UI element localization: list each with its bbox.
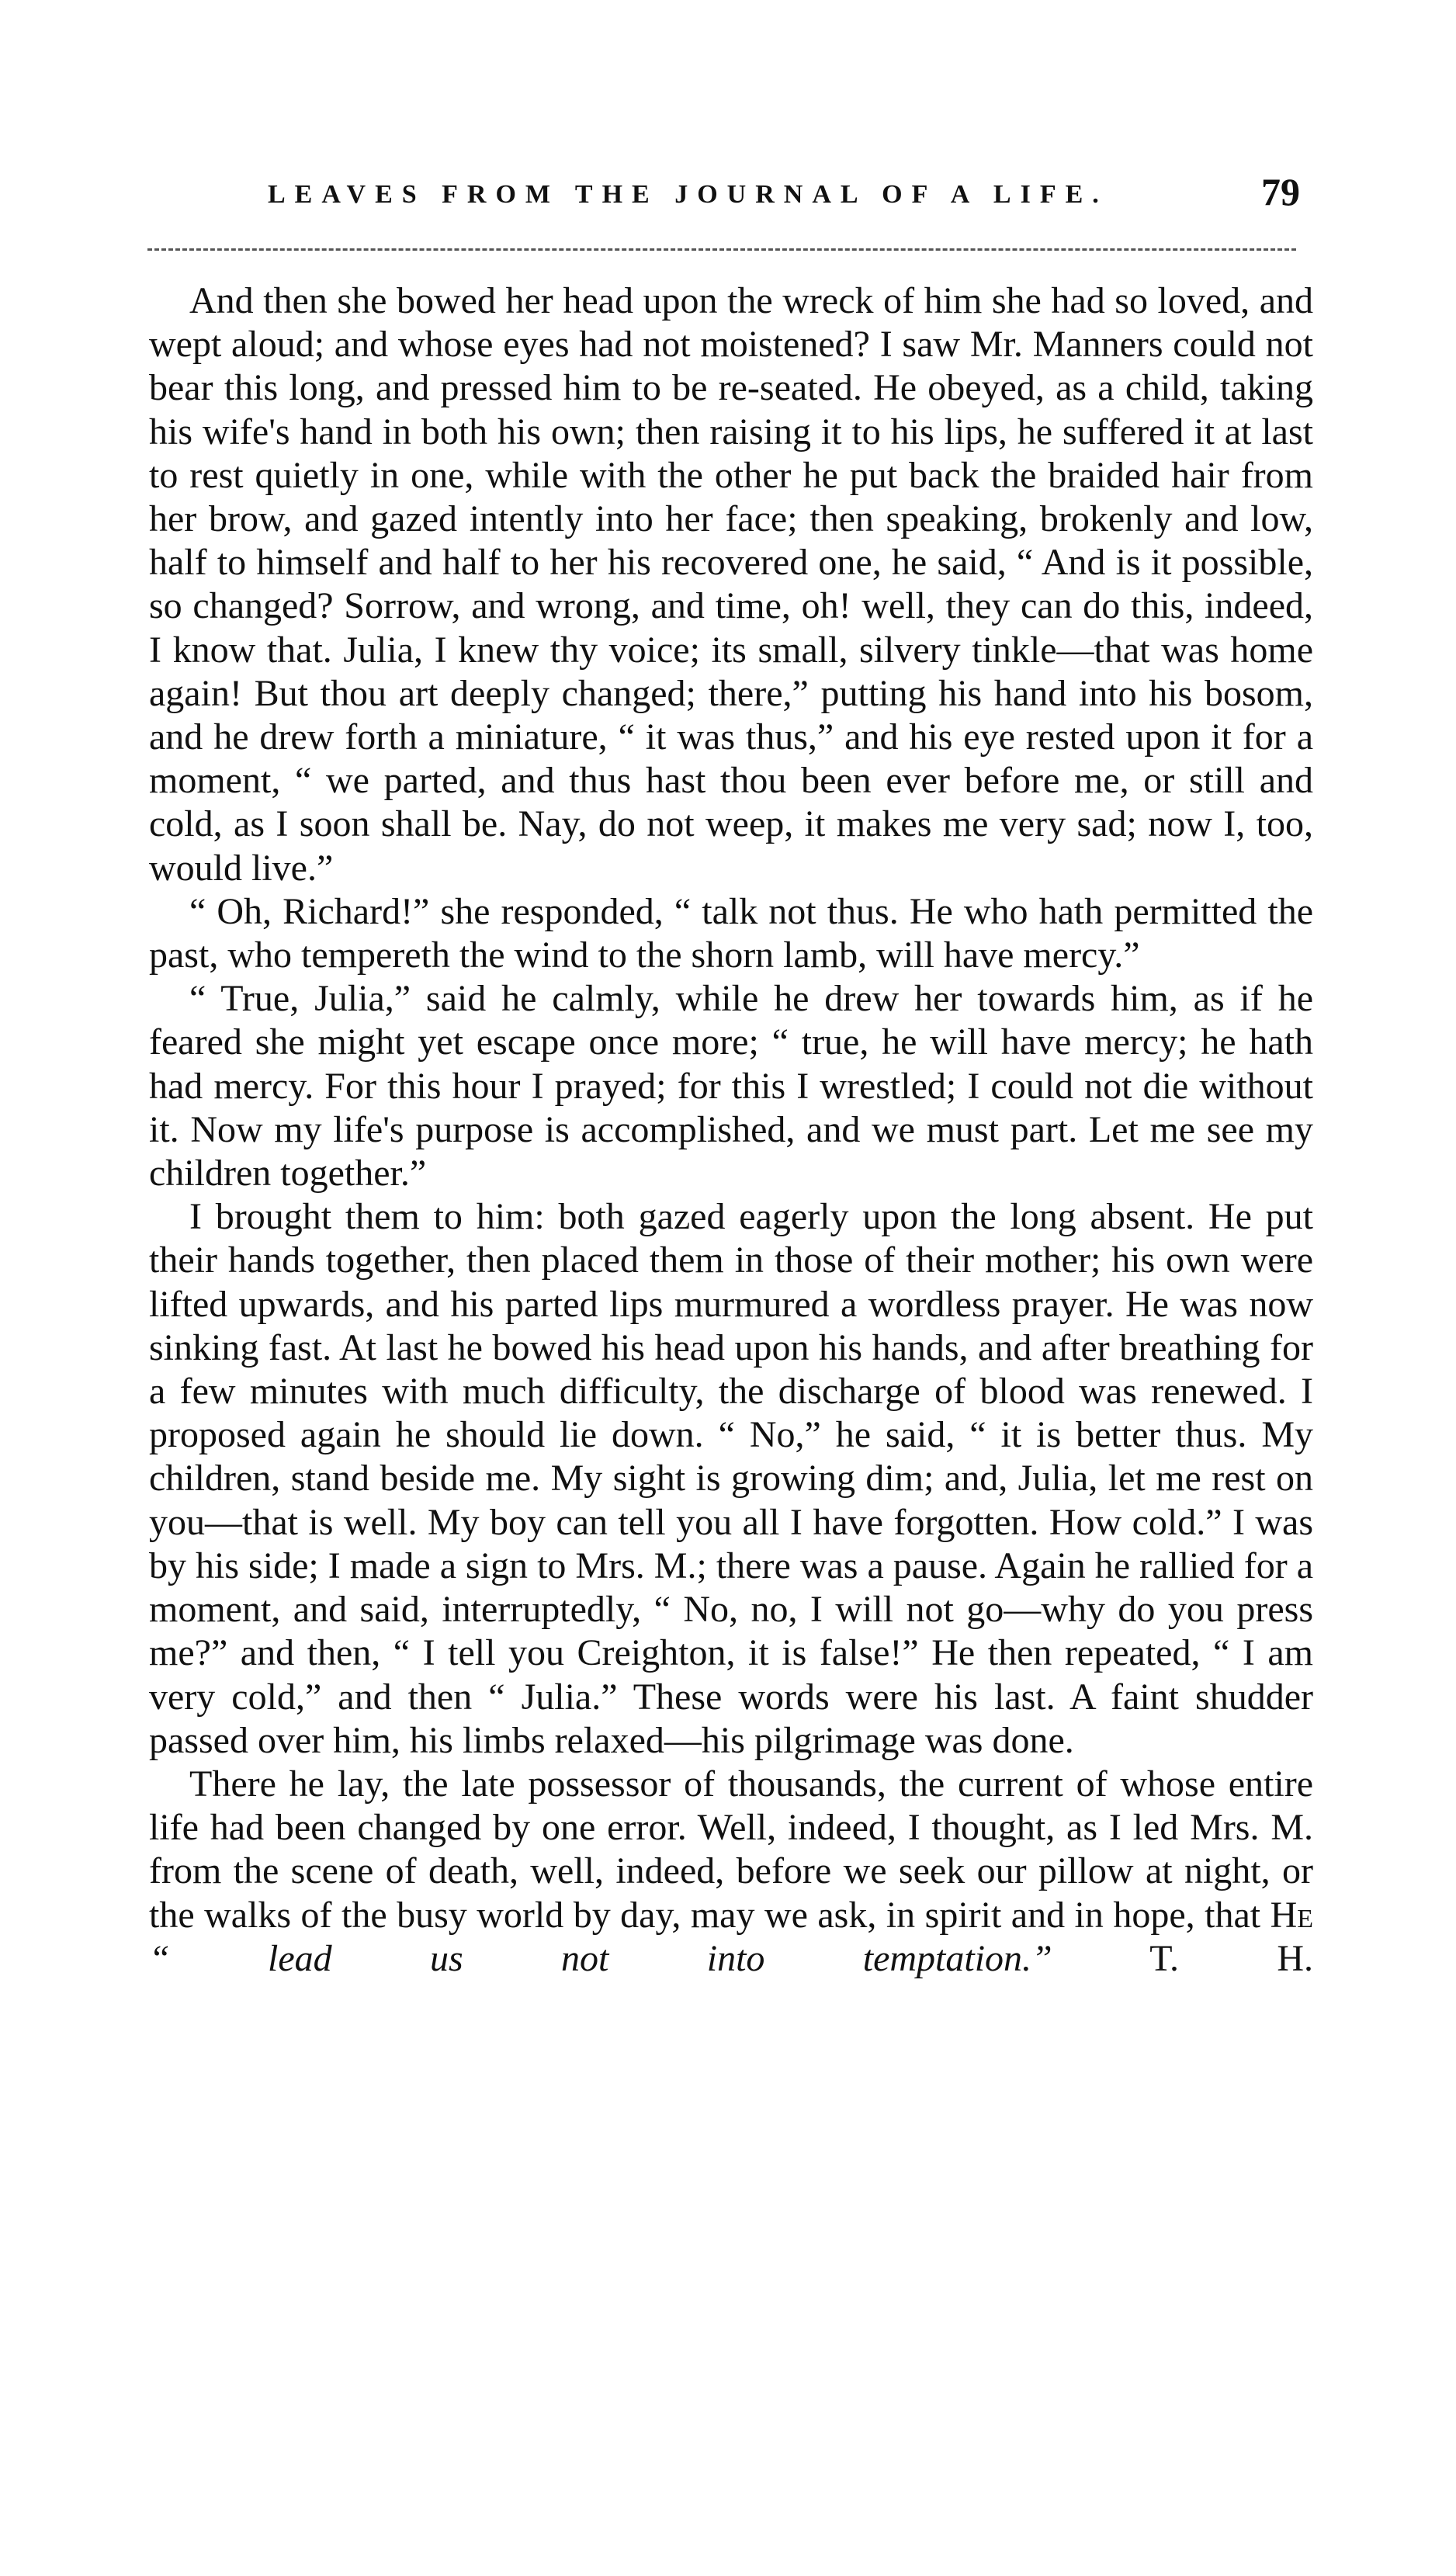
paragraph-2: “ Oh, Richard!” she responded, “ talk not thus. He who hath permitted the past, who tempereth the wind to the shorn lamb, will have mercy.” [149,890,1313,976]
paragraph-3: “ True, Julia,” said he calmly, while he drew her towards him, as if he feared she might yet escape once more; “ true, he will have mercy; he hath had mercy. For this hour I prayed; for this I wrestled; I could not die without it. Now my life's purpose is accomplished, and we must part. Let me see my children together.” [149,978,1313,1194]
running-head [268,169,1300,224]
header-rule [147,248,1296,254]
paragraph-5 [149,1763,1313,1981]
signature: T. H. [1149,1937,1313,1979]
body-text [149,279,1313,1981]
page-number: 79 [1261,170,1300,213]
paragraph-4: I brought them to him: both gazed eagerly upon the long absent. He put their hands together, then placed them in those of their mother; his own were lifted upwards, and his parted lips murmured a wordless prayer. He was now sinking fast. At last he bowed his head upon his hands, and after breathing for a few minutes with much difficulty, the discharge of blood was renewed. I proposed again he should lie down. “ No,” he said, “ it is better thus. My children, stand beside me. My sight is growing dim; and, Julia, let me rest on you—that is well. My boy can tell you all I have forgotten. How cold.” I was by his side; I made a sign to Mrs. M.; there was a pause. Again he rallied for a moment, and said, interruptedly, “ No, no, I will not go—why do you press me?” and then, “ I tell you Creighton, it is false!” He then repeated, “ I am very cold,” and then “ Julia.” These words were his last. A faint shudder passed over him, his limbs relaxed—his pilgrimage was done. [149,1196,1313,1761]
closing-quote: “ lead us not into temptation.” [149,1937,1052,1979]
paragraph-1: And then she bowed her head upon the wreck of him she had so loved, and wept aloud; and whose eyes had not moistened? I saw Mr. Manners could not bear this long, and pressed him to be re-seated. He obeyed, as a child, taking his wife's hand in both his own; then raising it to his lips, he suffered it at last to rest quietly in one, while with the other he put back the braided hair from her brow, and gazed intently into her face; then speaking, brokenly and low, half to himself and half to her his recovered one, he said, “ And is it possible, so changed? Sorrow, and wrong, and time, oh! well, they can do this, indeed, I know that. Julia, I knew thy voice; its small, silvery tinkle—that was home again! But thou art deeply changed; there,” putting his hand into his bosom, and he drew forth a miniature, “ it was thus,” and his eye rested upon it for a moment, “ we parted, and thus hast thou been ever before me, or still and cold, as I soon shall be. Nay, do not weep, it makes me very sad; now I, too, would live.” [149,280,1313,889]
he-word: He [1270,1894,1314,1936]
final-paragraph-text: There he lay, the late possessor of thousands, the current of whose entire life had been changed by one error. Well, indeed, I thought, as I led Mrs. M. from the scene of death, well, indeed, before we seek our pillow at night, or the walks of the busy world by day, may we ask, in spirit and in hope, that [149,1763,1313,1936]
running-title: LEAVES FROM THE JOURNAL OF A LIFE. [268,180,1108,209]
